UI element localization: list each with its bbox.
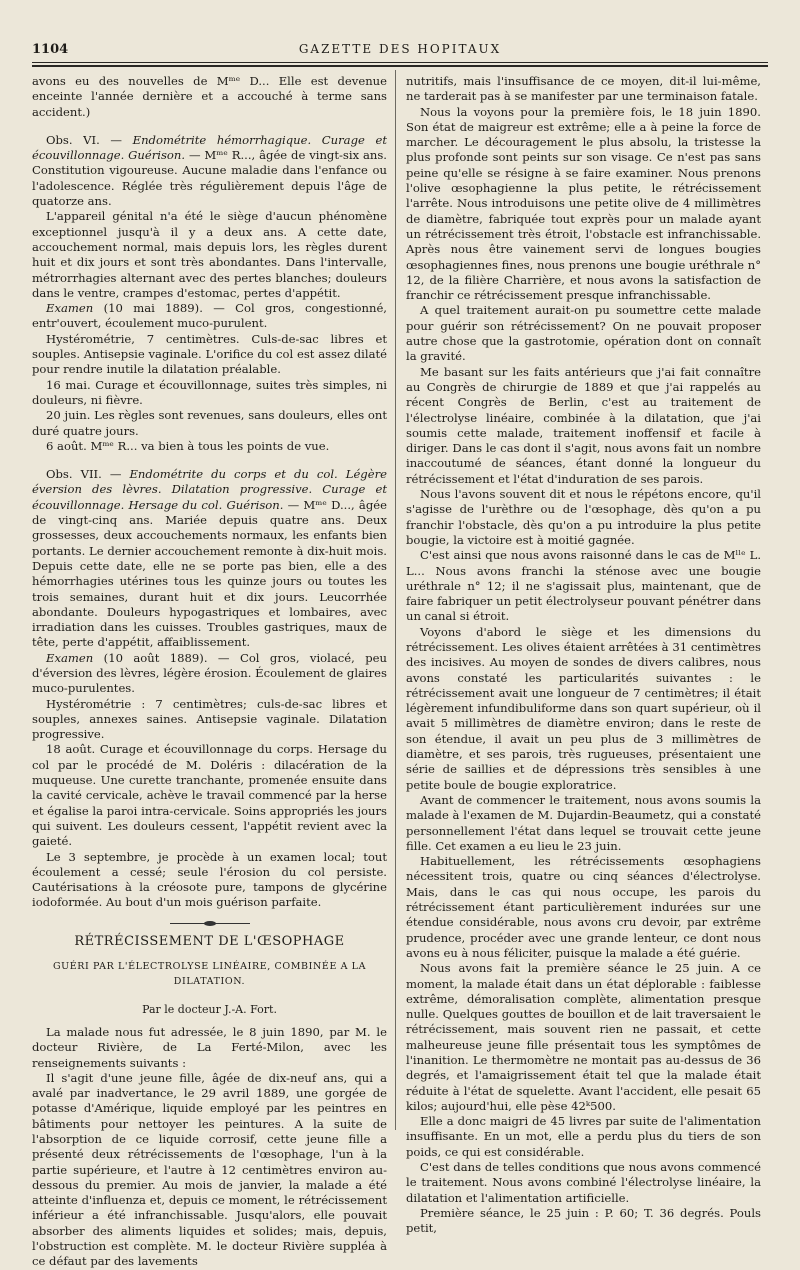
paragraph: Me basant sur les faits antérieurs que j'ai fait connaître au Congrès de chirurgie de 1889 et que j'ai rappelés au récent Congrès de Berlin, c'est au traitement de l'électrolyse linéaire, combinée à la dilatation, que j'ai soumis cette malade, traitement inoffensif et facile à diriger. Dans le cas dont il s'agit, nous avons fait un nombre inaccoutumé de séances, étant donné la longueur du rétrécissement et l'état d'induration de ses parois.	[406, 364, 761, 486]
paragraph: 6 août. Mᵐᵉ R... va bien à tous les points de vue.	[46, 438, 330, 453]
paragraph: La malade nous fut adressée, le 8 juin 1890, par M. le docteur Rivière, de La Ferté-Milon, avec les renseignements suivants :	[32, 1024, 387, 1070]
paragraph: Hystérométrie : 7 centimètres; culs-de-sac libres et souples, annexes saines. Antisepsie vaginale. Dilatation progressive.	[32, 696, 387, 742]
exam-label: Examen	[46, 301, 94, 316]
obs-label: Obs. VII. —	[46, 467, 130, 482]
paragraph: 18 août. Curage et écouvillonnage du corps. Hersage du col par le procédé de M. Doléris : dilacération de la muqueuse. Une curette tranchante, promenée ensuite dans la cavité cervicale, achève le travail commencé par la herse et égalise la paroi intra-cervicale. Soins appropriés les jours qui suivent. Les douleurs cessent, l'appétit revient avec la gaieté.	[32, 742, 387, 849]
obs-text: — Mᵐᵉ R..., âgée de vingt-six ans. Constitution vigoureuse. Aucune maladie dans l'enfance ou l'adolescence. Réglée très régulièrement depuis l'âge de quatorze ans.	[32, 148, 387, 209]
header-rule-thick	[32, 65, 768, 67]
paragraph: Elle a donc maigri de 45 livres par suite de l'alimentation insuffisante. En un mot, elle a perdu plus du tiers de son poids, ce qui est considérable.	[406, 1114, 761, 1159]
article-author: Par le docteur J.-A. Fort.	[142, 1002, 277, 1016]
article-heading	[32, 923, 387, 1017]
obs-label: Obs. VI. —	[46, 132, 133, 147]
observation-6	[32, 133, 387, 209]
paragraph: Il s'agit d'une jeune fille, âgée de dix-neuf ans, qui a avalé par inadvertance, le 29 avril 1889, une gorgée de potasse d'Amérique, liquide employé par les peintres en bâtiments pour nettoyer les peintures. A la suite de l'absorption de ce liquide corrosif, cette jeune fille a présenté deux rétrécissements de l'œsophage, l'un à la partie supérieure, et l'autre à 12 centimètres environ au-dessous du premier. Au mois de janvier, la malade a été atteinte d'influenza et, depuis ce moment, le rétrécissement inférieur a été infranchissable. Jusqu'alors, elle pouvait absorber des aliments liquides et solides; mais, depuis, l'obstruction est complète. M. le docteur Rivière suppléa à ce défaut par des lavements	[32, 1070, 387, 1269]
obs-text: — Mᵐᵉ D..., âgée de vingt-cinq ans. Mariée depuis quatre ans. Deux grossesses, deux accouchements normaux, les enfants bien portants. Le dernier accouchement remonte à dix-huit mois. Depuis cette date, elle ne se porte pas bien, elle a des hémorrhagies utérines tous les quinze jours ou toutes les trois semaines, durant huit et dix jours. Leucorrhée abondante. Douleurs hypogastriques et lombaires, avec irradiation dans les cuisses. Troubles gastriques, maux de tête, perte d'appétit, affaiblissement.	[32, 497, 387, 650]
running-title: GAZETTE DES HOPITAUX	[298, 42, 502, 56]
page-header	[32, 38, 768, 62]
paragraph: Nous la voyons pour la première fois, le 18 juin 1890. Son état de maigreur est extrême; elle a à peine la force de marcher. Le découragement le plus absolu, la tristesse la plus profonde sont peints sur son visage. Ce n'est pas sans peine qu'elle se résigne à se faire examiner. Nous prenons l'olive œsophagienne la plus petite, le rétrécissement l'arrête. Nous introduisons une petite olive de 4 millimètres de diamètre, fabriquée tout exprès pour un malade ayant un rétrécissement très étroit, l'obstacle est infranchissable. Après nous être vainement servi de longues bougies œsophagiennes fines, nous prenons une bougie uréthrale n° 12, de la filière Charrière, et nous avons la satisfaction de franchir ce rétrécissement presque infranchissable.	[406, 104, 761, 303]
paragraph: C'est ainsi que nous avons raisonné dans le cas de Mˡˡᵉ L. L... Nous avons franchi la sténose avec une bougie uréthrale n° 12; il ne s'agissait plus, maintenant, que de faire fabriquer un petit électrolyseur pouvant pénétrer dans un canal si étroit.	[406, 548, 761, 624]
paragraph: Voyons d'abord le siège et les dimensions du rétrécissement. Les olives étaient arrêtées à 31 centimètres des incisives. Au moyen de sondes de divers calibres, nous avons constaté les particularités suivantes : le rétrécissement avait une longueur de 7 centimètres; il était légèrement infundibuliforme dans son quart supérieur, où il avait 5 millimètres de diamètre environ; dans le reste de son étendue, il avait un peu plus de 3 millimètres de diamètre, et ses parois, très rugueuses, présentaient une série de saillies et de dépressions très sensibles à une petite boule de bougie exploratrice.	[406, 624, 761, 792]
paragraph: 20 juin. Les règles sont revenues, sans douleurs, elles ont duré quatre jours.	[32, 408, 387, 438]
paragraph: Habituellement, les rétrécissements œsophagiens nécessitent trois, quatre ou cinq séances d'électrolyse. Mais, dans le cas qui nous occupe, les parois du rétrécissement étant particulièrement indurées sur une étendue considérable, nous avons cru devoir, par extrême prudence, procéder avec une grande lenteur, ce dont nous avons eu à nous féliciter, puisque la malade a été guérie.	[406, 854, 761, 960]
article-subtitle: GUÉRI PAR L'ÉLECTROLYSE LINÉAIRE, COMBINÉE A LA DILATATION.	[52, 961, 367, 988]
article-title: RÉTRÉCISSEMENT DE L'ŒSOPHAGE	[74, 933, 345, 949]
paragraph: C'est dans de telles conditions que nous avons commencé le traitement. Nous avons combiné l'électrolyse linéaire, la dilatation et l'alimentation artificielle.	[406, 1160, 761, 1205]
exam-text: (10 mai 1889). — Col gros, congestionné, entr'ouvert, écoulement muco-purulent.	[32, 301, 387, 331]
paragraph: A quel traitement aurait-on pu soumettre cette malade pour guérir son rétrécissement? On ne pouvait proposer autre chose que la gastrotomie, opération dont on connaît la gravité.	[406, 303, 761, 364]
page-number: 1104	[32, 42, 69, 57]
paragraph	[32, 301, 387, 332]
header-rule-thin	[32, 62, 768, 63]
paragraph: avons eu des nouvelles de Mᵐᵉ D... Elle est devenue enceinte l'année dernière et a accouché à terme sans accident.)	[32, 74, 387, 119]
paragraph: Le 3 septembre, je procède à un examen local; tout écoulement a cessé; seule l'érosion du col persiste. Cautérisations à la créosote pure, tampons de glycérine iodoformée. Au bout d'un mois guérison parfaite.	[32, 849, 387, 910]
right-column	[406, 74, 761, 1237]
obs-title: Endométrite du corps et du col. Légère éversion des lèvres. Dilatation progressive. Curage et écouvillonnage. Hersage du col. Guérison.	[32, 467, 387, 512]
paragraph: Hystérométrie, 7 centimètres. Culs-de-sac libres et souples. Antisepsie vaginale. L'orifice du col est assez dilaté pour rendre inutile la dilatation préalable.	[32, 331, 387, 377]
paragraph	[32, 651, 387, 697]
ornament-divider	[170, 923, 250, 924]
exam-text: (10 août 1889). — Col gros, violacé, peu d'éversion des lèvres, légère érosion. Écoulement de glaires muco-purulentes.	[32, 650, 387, 696]
observation-7	[32, 467, 387, 651]
left-column	[32, 74, 387, 1270]
paragraph: Première séance, le 25 juin : P. 60; T. 36 degrés. Pouls petit,	[406, 1205, 761, 1236]
paragraph: L'appareil génital n'a été le siège d'aucun phénomène exceptionnel jusqu'à il y a deux ans. A cette date, accouchement normal, mais depuis lors, les règles durent huit et dix jours et sont très abondantes. Dans l'intervalle, métrorrhagies alternant avec des pertes blanches; douleurs dans le ventre, crampes d'estomac, pertes d'appétit.	[32, 209, 387, 300]
paragraph: Avant de commencer le traitement, nous avons soumis la malade à l'examen de M. Dujardin-Beaumetz, qui a constaté personnellement l'état dans lequel se trouvait cette jeune fille. Cet examen a eu lieu le 23 juin.	[406, 792, 761, 853]
column-divider	[395, 70, 396, 1130]
exam-label: Examen	[46, 650, 94, 665]
paragraph: Nous avons fait la première séance le 25 juin. A ce moment, la malade était dans un état déplorable : faiblesse extrême, démoralisation complète, alimentation presque nulle. Quelques gouttes de bouillon et de lait traversaient le rétrécissement, mais souvent rien ne passait, et cette malheureuse jeune fille présentait tous les symptômes de l'inanition. Le thermomètre ne montait pas au-dessus de 36 degrés, et l'amaigrissement était tel que la malade était réduite à l'état de squelette. Avant l'accident, elle pesait 65 kilos; aujourd'hui, elle pèse 42ᵏ500.	[406, 961, 761, 1113]
paragraph: 16 mai. Curage et écouvillonnage, suites très simples, ni douleurs, ni fièvre.	[32, 377, 387, 407]
paragraph: nutritifs, mais l'insuffisance de ce moyen, dit-il lui-même, ne tarderait pas à se manifester par une terminaison fatale.	[406, 74, 761, 104]
obs-title: Endométrite hémorrhagique. Curage et écouvillonnage. Guérison.	[32, 132, 387, 163]
paragraph: Nous l'avons souvent dit et nous le répétons encore, qu'il s'agisse de l'urèthre ou de l'œsophage, dès qu'on a pu franchir l'obstacle, dès qu'on a pu introduire la plus petite bougie, la victoire est à moitié gagnée.	[406, 487, 761, 547]
